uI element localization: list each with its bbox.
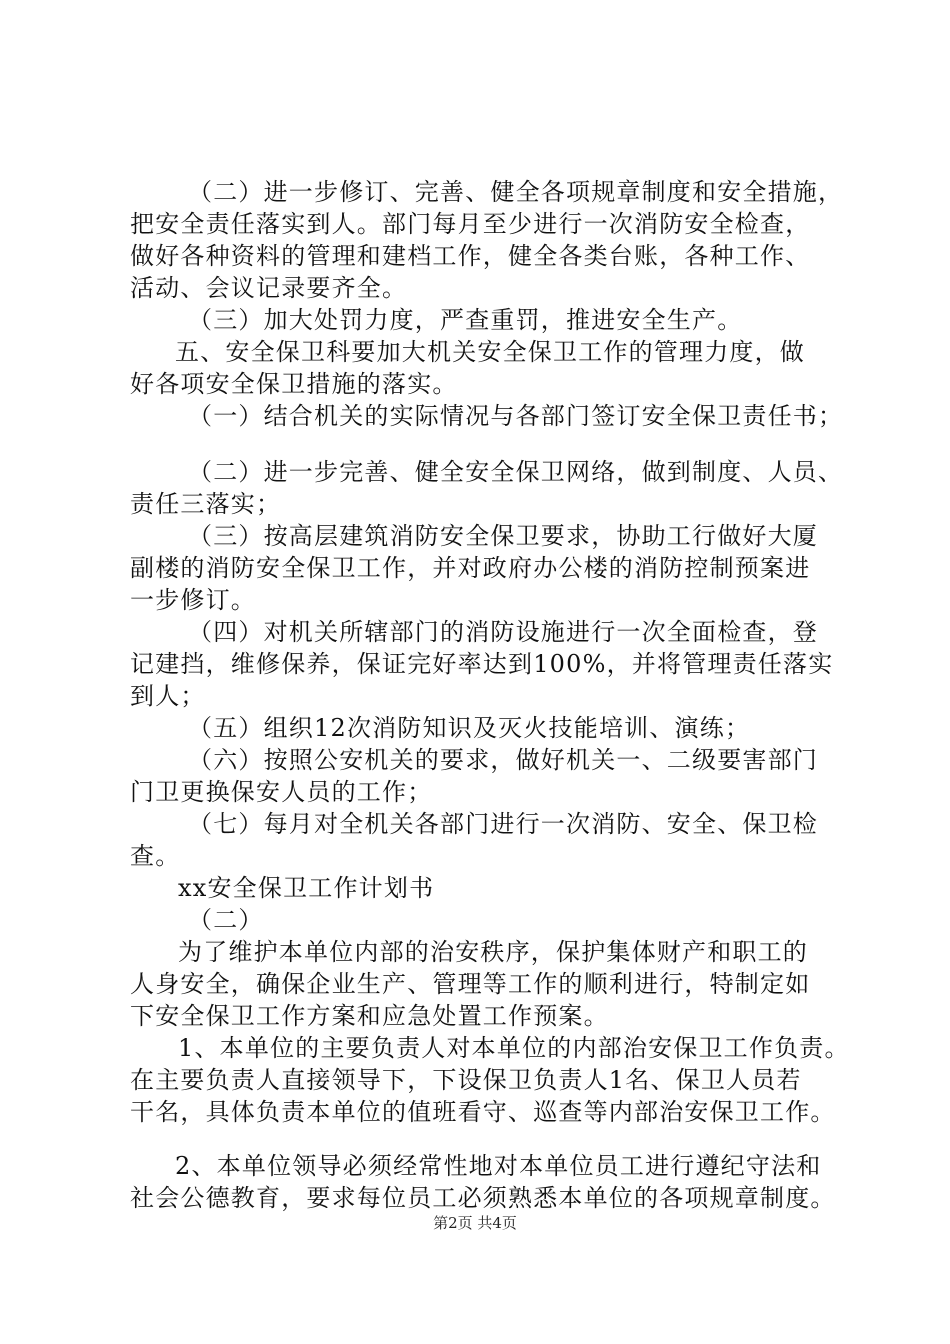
section-subtitle: （二） [188,906,264,934]
text-line: （七）每月对全机关各部门进行一次消防、安全、保卫检 [188,810,818,838]
text-line: 五、安全保卫科要加大机关安全保卫工作的管理力度，做 [175,338,805,366]
text-line: 在主要负责人直接领导下，下设保卫负责人1名、保卫人员若 [130,1066,802,1094]
text-line: （二）进一步完善、健全安全保卫网络，做到制度、人员、 [188,458,844,486]
text-line: 人身安全，确保企业生产、管理等工作的顺利进行，特制定如 [130,970,811,998]
text-line: 做好各种资料的管理和建档工作，健全各类台账，各种工作、 [130,242,811,270]
text-line: （一）结合机关的实际情况与各部门签订安全保卫责任书； [188,402,844,430]
text-line: 责任三落实； [130,490,282,518]
text-line: （四）对机关所辖部门的消防设施进行一次全面检查，登 [188,618,818,646]
text-line: 好各项安全保卫措施的落实。 [130,370,458,398]
text-line: 下安全保卫工作方案和应急处置工作预案。 [130,1002,609,1030]
text-line: 到人； [130,682,206,710]
text-line: （三）按高层建筑消防安全保卫要求，协助工行做好大厦 [188,522,818,550]
text-line: （六）按照公安机关的要求，做好机关一、二级要害部门 [188,746,818,774]
text-line: 2、本单位领导必须经常性地对本单位员工进行遵纪守法和 [175,1152,822,1180]
text-line: 1、本单位的主要负责人对本单位的内部治安保卫工作负责。 [178,1034,850,1062]
text-line: （三）加大处罚力度，严查重罚，推进安全生产。 [188,306,743,334]
text-line: 门卫更换保安人员的工作； [130,778,433,806]
text-line: （二）进一步修订、完善、健全各项规章制度和安全措施， [188,178,844,206]
text-line: 一步修订。 [130,586,256,614]
section-title: xx安全保卫工作计划书 [178,874,435,902]
text-line: 为了维护本单位内部的治安秩序，保护集体财产和职工的 [178,938,808,966]
page-number-footer: 第2页 共4页 [433,1214,517,1232]
text-line: 活动、会议记录要齐全。 [130,274,408,302]
text-line: 记建挡，维修保养，保证完好率达到100%，并将管理责任落实 [130,650,834,678]
text-line: 查。 [130,842,181,870]
text-line: 干名，具体负责本单位的值班看守、巡查等内部治安保卫工作。 [130,1098,836,1126]
text-line: 社会公德教育，要求每位员工必须熟悉本单位的各项规章制度。 [130,1184,836,1212]
text-line: 把安全责任落实到人。部门每月至少进行一次消防安全检查， [130,210,811,238]
text-line: （五）组织12次消防知识及灭火技能培训、演练； [188,714,751,742]
text-line: 副楼的消防安全保卫工作，并对政府办公楼的消防控制预案进 [130,554,811,582]
